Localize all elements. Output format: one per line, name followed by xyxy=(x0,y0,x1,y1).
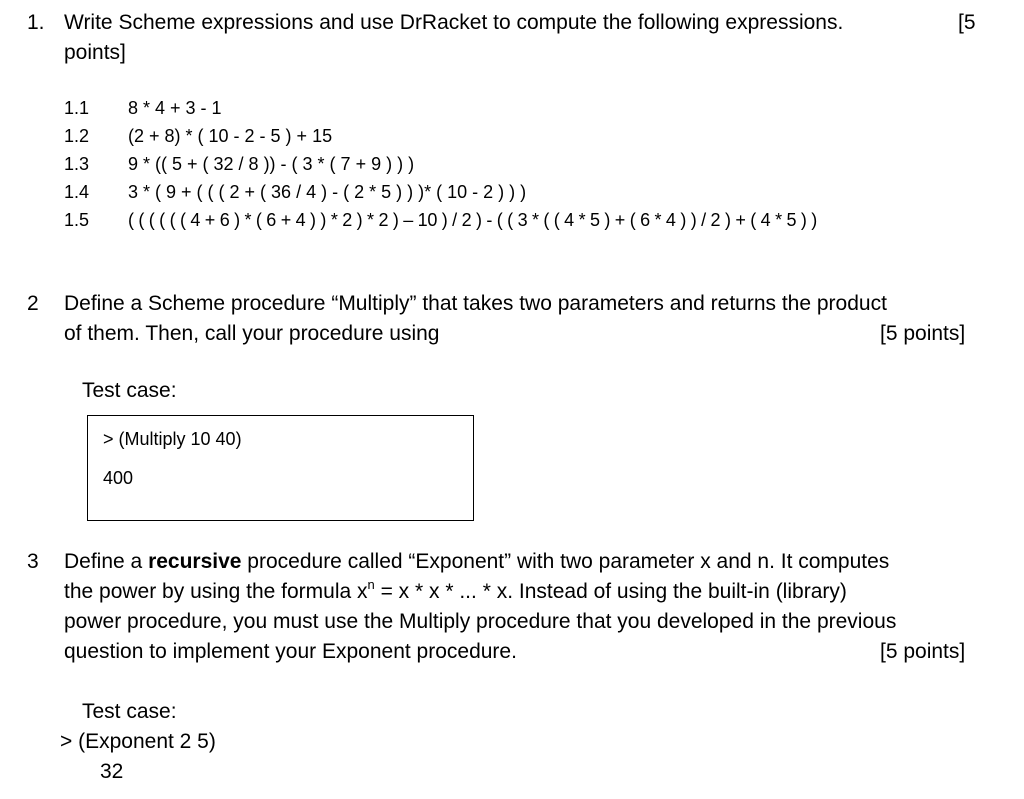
q1-item-expression: ( ( ( ( ( ( 4 + 6 ) * ( 6 + 4 ) ) * 2 ) * 2 ) – 10 ) / 2 ) - ( ( 3 * ( ( 4 * 5 ) + ( 6 * 4 ) ) / 2 ) + ( 4 * 5 ) ) xyxy=(128,210,817,230)
q3-line2 xyxy=(64,577,847,607)
q2-points: [5 points] xyxy=(880,322,966,345)
q1-item-expression: 8 * 4 + 3 - 1 xyxy=(128,98,222,118)
q1-line2: points] xyxy=(64,41,126,64)
q2-test-call: > (Multiply 10 40) xyxy=(103,429,242,449)
q3-line2-post: = x * x * ... * x. Instead of using the built-in (library) xyxy=(374,580,847,603)
q2-test-label: Test case: xyxy=(82,379,177,402)
q3-number: 3 xyxy=(27,550,39,573)
q3-test-label: Test case: xyxy=(82,700,177,723)
q3-line3: power procedure, you must use the Multiply procedure that you developed in the previous xyxy=(64,610,897,633)
q2-test-result: 400 xyxy=(103,468,134,488)
q1-item-number: 1.1 xyxy=(64,98,90,118)
q3-line2-superscript: n xyxy=(367,577,375,592)
q2-line1: Define a Scheme procedure “Multiply” that takes two parameters and returns the product xyxy=(64,292,887,315)
q3-line1 xyxy=(64,547,889,577)
q1-item-expression: 3 * ( 9 + ( ( ( 2 + ( 36 / 4 ) - ( 2 * 5 ) ) )* ( 10 - 2 ) ) ) xyxy=(128,182,527,202)
q3-line1-pre: Define a xyxy=(64,550,149,573)
q1-item-expression: (2 + 8) * ( 10 - 2 - 5 ) + 15 xyxy=(128,126,333,146)
q1-item-number: 1.3 xyxy=(64,154,90,174)
q3-line1-bold: recursive xyxy=(148,550,242,573)
q2-number: 2 xyxy=(27,292,39,315)
q3-test-call: > (Exponent 2 5) xyxy=(60,730,216,753)
q1-item-number: 1.4 xyxy=(64,182,90,202)
q1-points-open: [5 xyxy=(958,11,976,34)
q1-item-expression: 9 * (( 5 + ( 32 / 8 )) - ( 3 * ( 7 + 9 ) ) ) xyxy=(128,154,415,174)
q3-line4: question to implement your Exponent procedure. xyxy=(64,640,517,663)
q3-line2-pre: the power by using the formula x xyxy=(64,580,368,603)
q1-item-number: 1.5 xyxy=(64,210,90,230)
q3-line1-post: procedure called “Exponent” with two parameter x and n. It computes xyxy=(241,550,890,573)
q1-number: 1. xyxy=(27,11,45,34)
q1-item-number: 1.2 xyxy=(64,126,90,146)
q2-line2: of them. Then, call your procedure using xyxy=(64,322,440,345)
q3-test-result: 32 xyxy=(100,760,124,783)
q3-points: [5 points] xyxy=(880,640,966,663)
q1-line1: Write Scheme expressions and use DrRacket to compute the following expressions. xyxy=(64,11,844,34)
